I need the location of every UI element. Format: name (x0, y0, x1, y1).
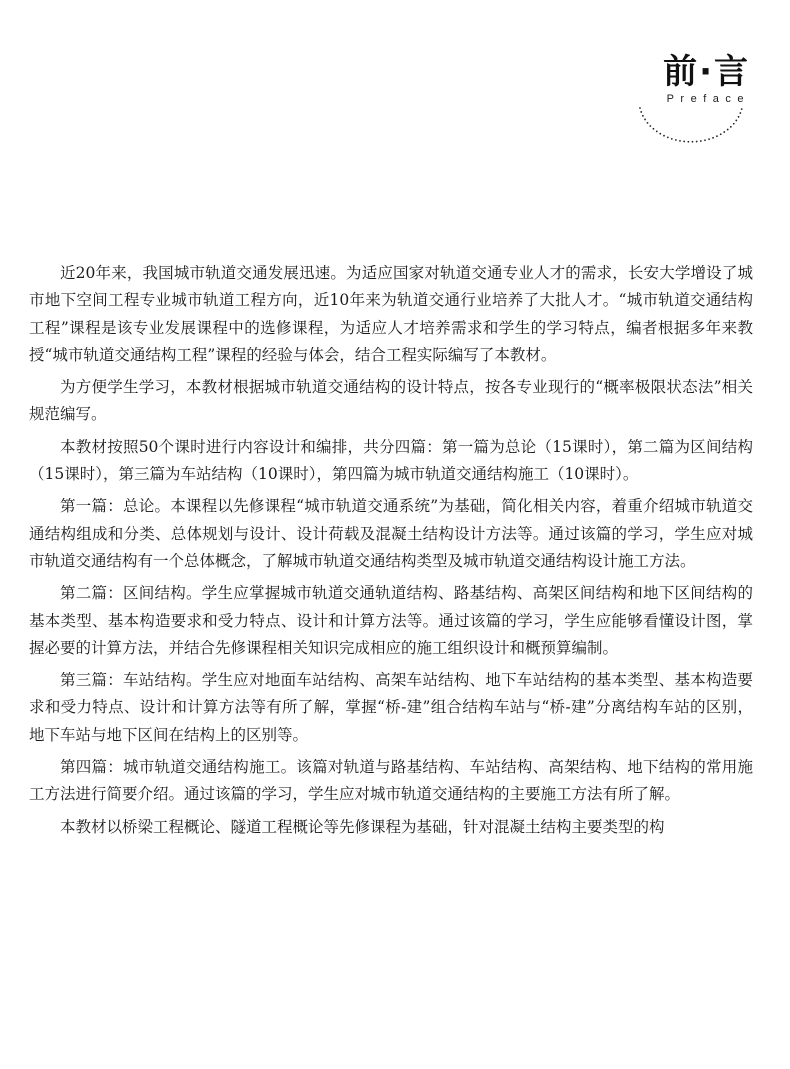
dotted-arc-decoration (636, 100, 746, 155)
page-header (0, 0, 790, 170)
preface-body (29, 260, 753, 846)
page-title: 前·言 (663, 52, 750, 92)
paragraph: 近20年来，我国城市轨道交通发展迅速。为适应国家对轨道交通专业人才的需求，长安大学增设了城市地下空间工程专业城市轨道工程方向，近10年来为轨道交通行业培养了大批人才。“城市轨道交通结构工程”课程是该专业发展课程中的选修课程，为适应人才培养需求和学生的学习特点，编者根据多年来教授“城市轨道交通结构工程”课程的经验与体会，结合工程实际编写了本教材。 (29, 264, 753, 364)
paragraph: 第三篇：车站结构。学生应对地面车站结构、高架车站结构、地下车站结构的基本类型、基本构造要求和受力特点、设计和计算方法等有所了解，掌握“桥-建”组合结构车站与“桥-建”分离结构车站的区别，地下车站与地下区间在结构上的区别等。 (29, 671, 753, 744)
paragraph: 本教材以桥梁工程概论、隧道工程概论等先修课程为基础，针对混凝土结构主要类型的构 (60, 817, 665, 836)
paragraph: 本教材按照50个课时进行内容设计和编排，共分四篇：第一篇为总论（15课时），第二篇为区间结构（15课时），第三篇为车站结构（10课时），第四篇为城市轨道交通结构施工（10课时）。 (29, 437, 753, 484)
page-subtitle: Preface (666, 93, 750, 105)
paragraph: 为方便学生学习，本教材根据城市轨道交通结构的设计特点，按各专业现行的“概率极限状态法”相关规范编写。 (29, 378, 753, 424)
paragraph: 第二篇：区间结构。学生应掌握城市轨道交通轨道结构、路基结构、高架区间结构和地下区间结构的基本类型、基本构造要求和受力特点、设计和计算方法等。通过该篇的学习，学生应能够看懂设计图，掌握必要的计算方法，并结合先修课程相关知识完成相应的施工组织设计和概预算编制。 (29, 584, 753, 657)
paragraph: 第一篇：总论。本课程以先修课程“城市轨道交通系统”为基础，简化相关内容，着重介绍城市轨道交通结构组成和分类、总体规划与设计、设计荷载及混凝土结构设计方法等。通过该篇的学习，学生应对城市轨道交通结构有一个总体概念，了解城市轨道交通结构类型及城市轨道交通结构设计施工方法。 (29, 497, 753, 570)
paragraph: 第四篇：城市轨道交通结构施工。该篇对轨道与路基结构、车站结构、高架结构、地下结构的常用施工方法进行简要介绍。通过该篇的学习，学生应对城市轨道交通结构的主要施工方法有所了解。 (29, 758, 753, 804)
